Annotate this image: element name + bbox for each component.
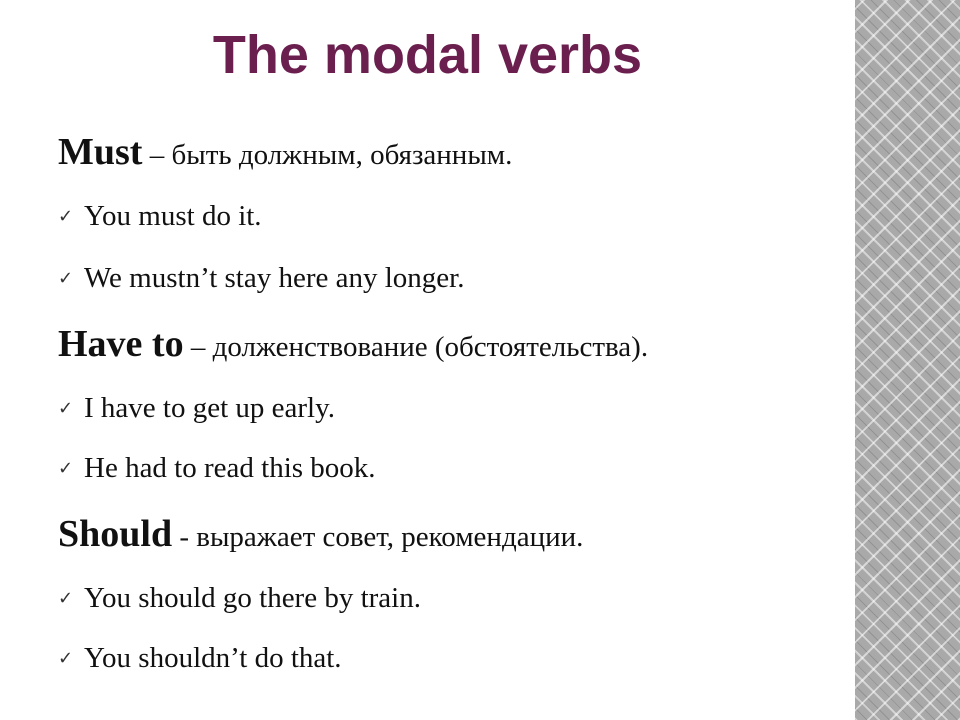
example-item bbox=[58, 262, 464, 295]
section-term: Must bbox=[58, 131, 143, 173]
example-item bbox=[58, 200, 262, 233]
section-term: Have to bbox=[58, 323, 184, 365]
section-definition: – долженствование (обстоятельства). bbox=[183, 331, 649, 363]
section-term: Should bbox=[58, 513, 173, 555]
check-mark-icon: ✓ bbox=[58, 458, 74, 479]
example-item bbox=[58, 582, 421, 615]
example-text: He had to read this book. bbox=[84, 452, 376, 484]
check-mark-icon: ✓ bbox=[58, 268, 74, 289]
example-text: I have to get up early. bbox=[84, 392, 335, 424]
section-heading-should bbox=[58, 512, 583, 556]
example-item bbox=[58, 452, 376, 485]
example-item bbox=[58, 642, 342, 675]
section-heading-must bbox=[58, 130, 512, 174]
example-text: You shouldn’t do that. bbox=[84, 642, 342, 674]
check-mark-icon: ✓ bbox=[58, 206, 74, 227]
example-text: You must do it. bbox=[84, 200, 262, 232]
check-mark-icon: ✓ bbox=[58, 648, 74, 669]
section-definition: – быть должным, обязанным. bbox=[142, 139, 513, 171]
section-definition: - выражает совет, рекомендации. bbox=[172, 521, 584, 553]
example-text: You should go there by train. bbox=[84, 582, 421, 614]
section-heading-have-to bbox=[58, 322, 648, 366]
decorative-pattern-sidebar bbox=[855, 0, 960, 720]
slide-title: The modal verbs bbox=[212, 25, 643, 85]
check-mark-icon: ✓ bbox=[58, 398, 74, 419]
check-mark-icon: ✓ bbox=[58, 588, 74, 609]
example-item bbox=[58, 392, 335, 425]
example-text: We mustn’t stay here any longer. bbox=[84, 262, 465, 294]
